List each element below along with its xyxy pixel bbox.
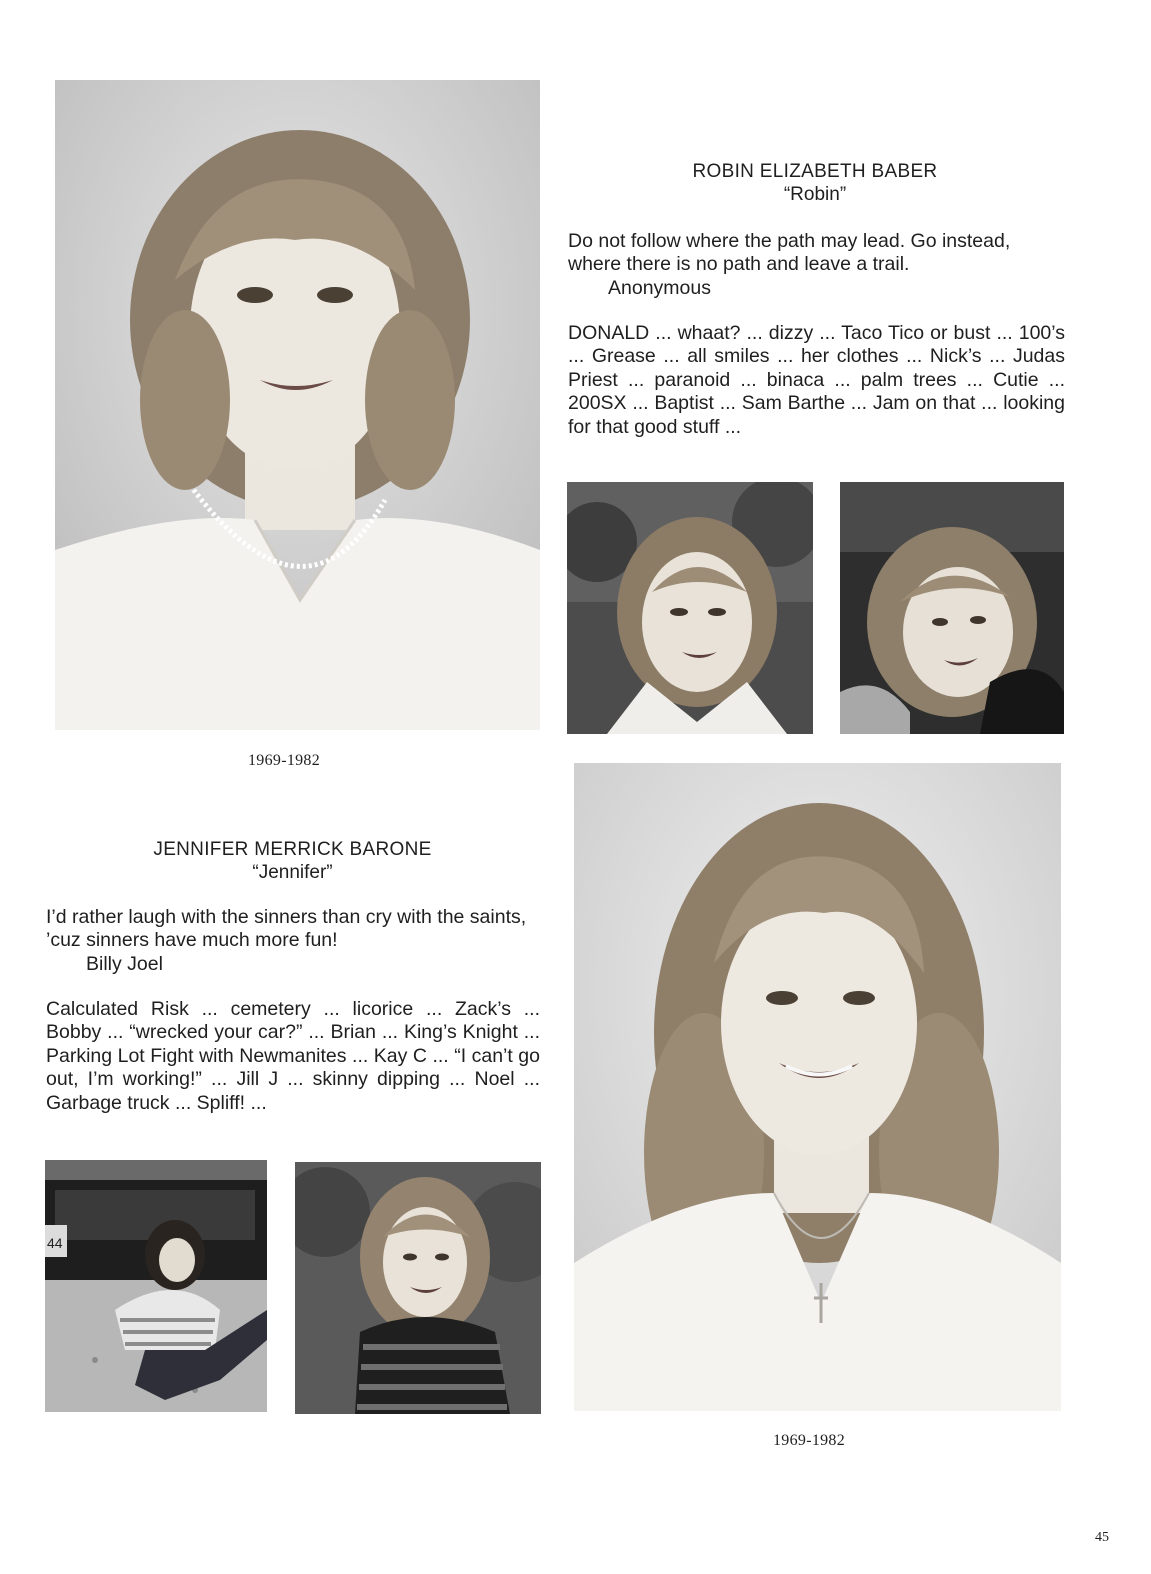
student-nickname: “Robin” <box>783 184 847 205</box>
senior-memories: Calculated Risk ... cemetery ... licorice ... Zack’s ... Bobby ... “wrecked your car?” ... Brian ... King’s Knight ... Parking Lot Fight with Newmanites ... Kay C ... “I can’t go out, I’m working!” ... Jill J ... skinny dipping ... Noel ... Garbage truck ... Spliff! ... <box>46 998 540 1114</box>
license-plate-text: 44 <box>47 1235 63 1251</box>
student-name: ROBIN ELIZABETH BABER <box>692 161 938 182</box>
jennifer-candid-photo-2 <box>295 1162 541 1414</box>
robin-candid-photo-2 <box>840 482 1064 734</box>
candid-image <box>295 1162 541 1414</box>
jennifer-candid-photo-1 <box>45 1160 267 1412</box>
page-number: 45 <box>1095 1530 1109 1545</box>
portrait-image <box>55 80 540 730</box>
senior-quote <box>46 906 546 976</box>
student-nickname: “Jennifer” <box>252 862 333 883</box>
quote-author: Billy Joel <box>86 952 163 975</box>
years-caption: 1969-1982 <box>773 1432 846 1449</box>
robin-portrait-photo <box>55 80 540 730</box>
portrait-image <box>574 763 1061 1411</box>
jennifer-portrait-photo <box>574 763 1061 1411</box>
robin-candid-photo-1 <box>567 482 813 734</box>
candid-image <box>840 482 1064 734</box>
quote-text: I’d rather laugh with the sinners than cry with the saints, ’cuz sinners have much more fun! <box>46 906 527 952</box>
quote-text: Do not follow where the path may lead. Go instead, where there is no path and leave a trail. <box>568 230 1011 276</box>
quote-author: Anonymous <box>608 276 711 299</box>
candid-image <box>567 482 813 734</box>
senior-memories: DONALD ... whaat? ... dizzy ... Taco Tico or bust ... 100’s ... Grease ... all smiles ... her clothes ... Nick’s ... Judas Priest ... paranoid ... binaca ... palm trees ... Cutie ... 200SX ... Baptist ... Sam Barthe ... Jam on that ... looking for that good stuff ... <box>568 322 1065 438</box>
years-caption: 1969-1982 <box>248 752 321 769</box>
candid-image <box>45 1160 267 1412</box>
senior-quote <box>568 230 1068 300</box>
student-name: JENNIFER MERRICK BARONE <box>153 839 432 860</box>
